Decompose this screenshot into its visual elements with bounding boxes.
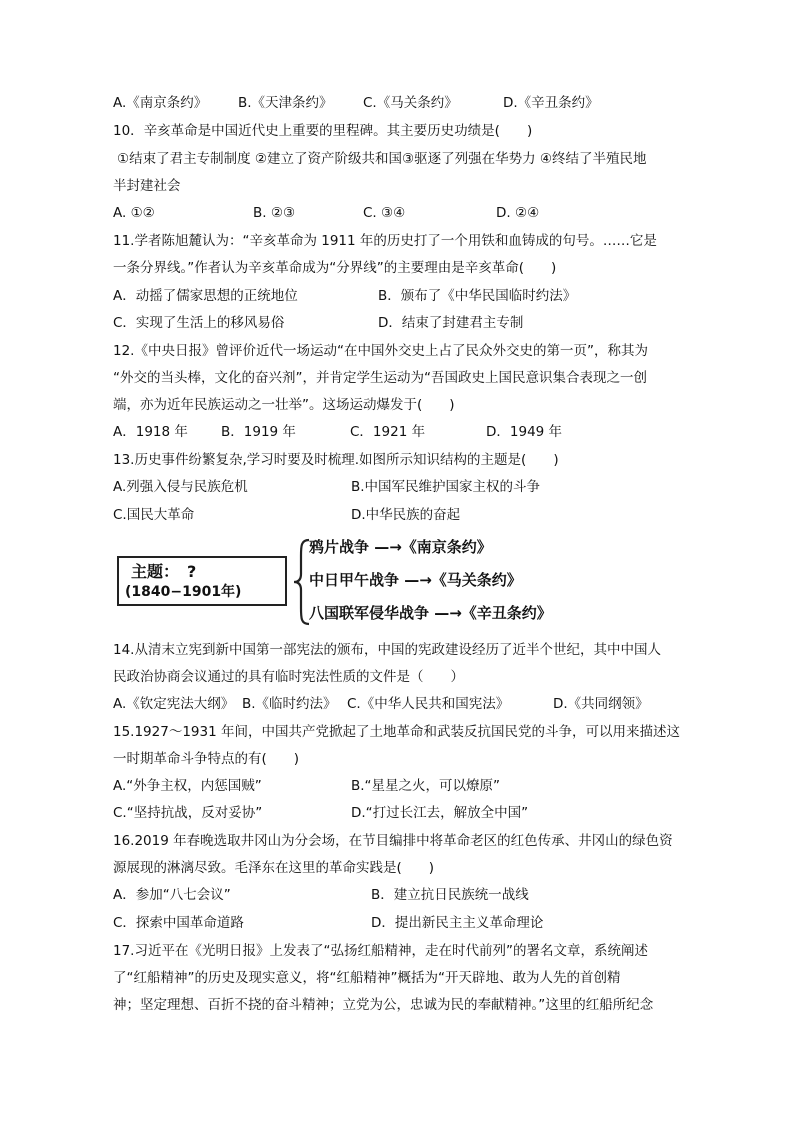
q10-items-continued: 半封建社会 [113, 178, 181, 194]
q10-items: ①结束了君主专制制度 ②建立了资产阶级共和国③驱逐了列强在华势力 ④终结了半殖民地 [117, 151, 647, 167]
q12-option-a: A．1918 年 [113, 424, 188, 440]
q11-stem-line1: 11.学者陈旭麓认为：“辛亥革命为 1911 年的历史打了一个用铁和血铸成的句号。……它是 [113, 233, 657, 249]
q14-stem-line1: 14.从清末立宪到新中国第一部宪法的颁布，中国的宪政建设经历了近半个世纪，其中中国人 [113, 642, 661, 658]
q14-stem-line2: 民政治协商会议通过的具有临时宪法性质的文件是（ ） [113, 669, 464, 685]
q15-options-row1 [113, 777, 693, 795]
knowledge-structure-diagram [113, 536, 668, 628]
q13-option-d: D.中华民族的奋起 [351, 507, 461, 523]
q11-options-row2 [113, 314, 693, 332]
q16-options-row1 [113, 886, 693, 904]
q16-stem-line2: 源展现的淋漓尽致。毛泽东在这里的革命实践是( ) [113, 860, 435, 876]
q14-options [113, 695, 693, 713]
theme-years: (1840−1901年) [125, 584, 242, 600]
q13-options-row1 [113, 478, 693, 496]
q10-option-b: B. ②③ [253, 205, 296, 221]
q12-stem-line1: 12.《中央日报》曾评价近代一场运动“在中国外交史上占了民众外交史的第一页”，称其为 [113, 343, 648, 359]
q14-option-b: B.《临时约法》 [242, 696, 337, 712]
branch-opium-war: 鸦片战争 —→《南京条约》 [309, 538, 492, 556]
q11-option-a: A．动摇了儒家思想的正统地位 [113, 288, 298, 304]
q12-option-c: C．1921 年 [350, 424, 426, 440]
q13-option-a: A.列强入侵与民族危机 [113, 479, 248, 495]
q15-option-a: A.“外争主权，内惩国贼” [113, 778, 262, 794]
q16-stem-line1: 16.2019 年春晚选取井冈山为分会场，在节目编排中将革命老区的红色传承、井冈山的绿色资 [113, 833, 673, 849]
q10-option-a: A. ①② [113, 205, 155, 221]
q13-stem: 13.历史事件纷繁复杂,学习时要及时梳理.如图所示知识结构的主题是( ) [113, 452, 559, 468]
q11-option-c: C．实现了生活上的移风易俗 [113, 315, 285, 331]
q12-options [113, 423, 693, 441]
branch-eight-nation-alliance: 八国联军侵华战争 —→《辛丑条约》 [309, 604, 552, 622]
q13-option-b: B.中国军民维护国家主权的斗争 [351, 479, 541, 495]
q16-option-c: C．探索中国革命道路 [113, 915, 244, 931]
q10-option-d: D. ②④ [496, 205, 540, 221]
q16-option-d: D．提出新民主主义革命理论 [371, 915, 544, 931]
q9-option-b: B.《天津条约》 [238, 95, 333, 111]
q14-option-c: C.《中华人民共和国宪法》 [347, 696, 510, 712]
q9-option-a: A.《南京条约》 [113, 95, 208, 111]
q14-option-a: A.《钦定宪法大纲》 [113, 696, 235, 712]
q11-stem-line2: 一条分界线。”作者认为辛亥革命成为“分界线”的主要理由是辛亥革命( ) [113, 260, 557, 276]
q15-option-c: C.“坚持抗战，反对妥协” [113, 805, 263, 821]
q13-options-row2 [113, 506, 693, 524]
q15-options-row2 [113, 804, 693, 822]
q16-options-row2 [113, 914, 693, 932]
theme-box [117, 556, 287, 606]
q10-stem: 10．辛亥革命是中国近代史上重要的里程碑。其主要历史功绩是( ) [113, 123, 533, 139]
q14-option-d: D.《共同纲领》 [553, 696, 649, 712]
branch-sino-japanese-war: 中日甲午战争 —→《马关条约》 [309, 571, 522, 589]
q13-option-c: C.国民大革命 [113, 507, 195, 523]
q16-option-a: A．参加“八七会议” [113, 887, 231, 903]
q15-stem-line1: 15.1927～1931 年间，中国共产党掀起了土地革命和武装反抗国民党的斗争，可以用来描述这 [113, 724, 680, 740]
q9-option-c: C.《马关条约》 [363, 95, 458, 111]
q12-stem-line3: 端，亦为近年民族运动之一壮举”。这场运动爆发于( ) [113, 397, 455, 413]
q9-option-d: D.《辛丑条约》 [503, 95, 599, 111]
q12-option-b: B．1919 年 [221, 424, 296, 440]
q17-stem-line2: 了“红船精神”的历史及现实意义，将“红船精神”概括为“开天辟地、敢为人先的首创精 [113, 970, 621, 986]
q12-option-d: D．1949 年 [486, 424, 563, 440]
q15-option-d: D.“打过长江去，解放全中国” [351, 805, 529, 821]
q9-options [113, 94, 693, 112]
q15-stem-line2: 一时期革命斗争特点的有( ) [113, 751, 300, 767]
q12-stem-line2: “外交的当头棒，文化的奋兴剂”，并肯定学生运动为“吾国政史上国民意识集合表现之一创 [113, 370, 647, 386]
q16-option-b: B．建立抗日民族统一战线 [371, 887, 529, 903]
q11-option-d: D．结束了封建君主专制 [378, 315, 524, 331]
q17-stem-line1: 17.习近平在《光明日报》上发表了“弘扬红船精神，走在时代前列”的署名文章，系统阐述 [113, 943, 648, 959]
q10-options [113, 204, 693, 222]
q15-option-b: B.“星星之火，可以燎原” [351, 778, 501, 794]
theme-title: 主题： ? [131, 562, 197, 581]
q10-option-c: C. ③④ [363, 205, 406, 221]
q17-stem-line3: 神；坚定理想、百折不挠的奋斗精神；立党为公，忠诚为民的奉献精神。”这里的红船所纪念 [113, 997, 654, 1013]
q11-options-row1 [113, 287, 693, 305]
q11-option-b: B．颁布了《中华民国临时约法》 [378, 288, 577, 304]
